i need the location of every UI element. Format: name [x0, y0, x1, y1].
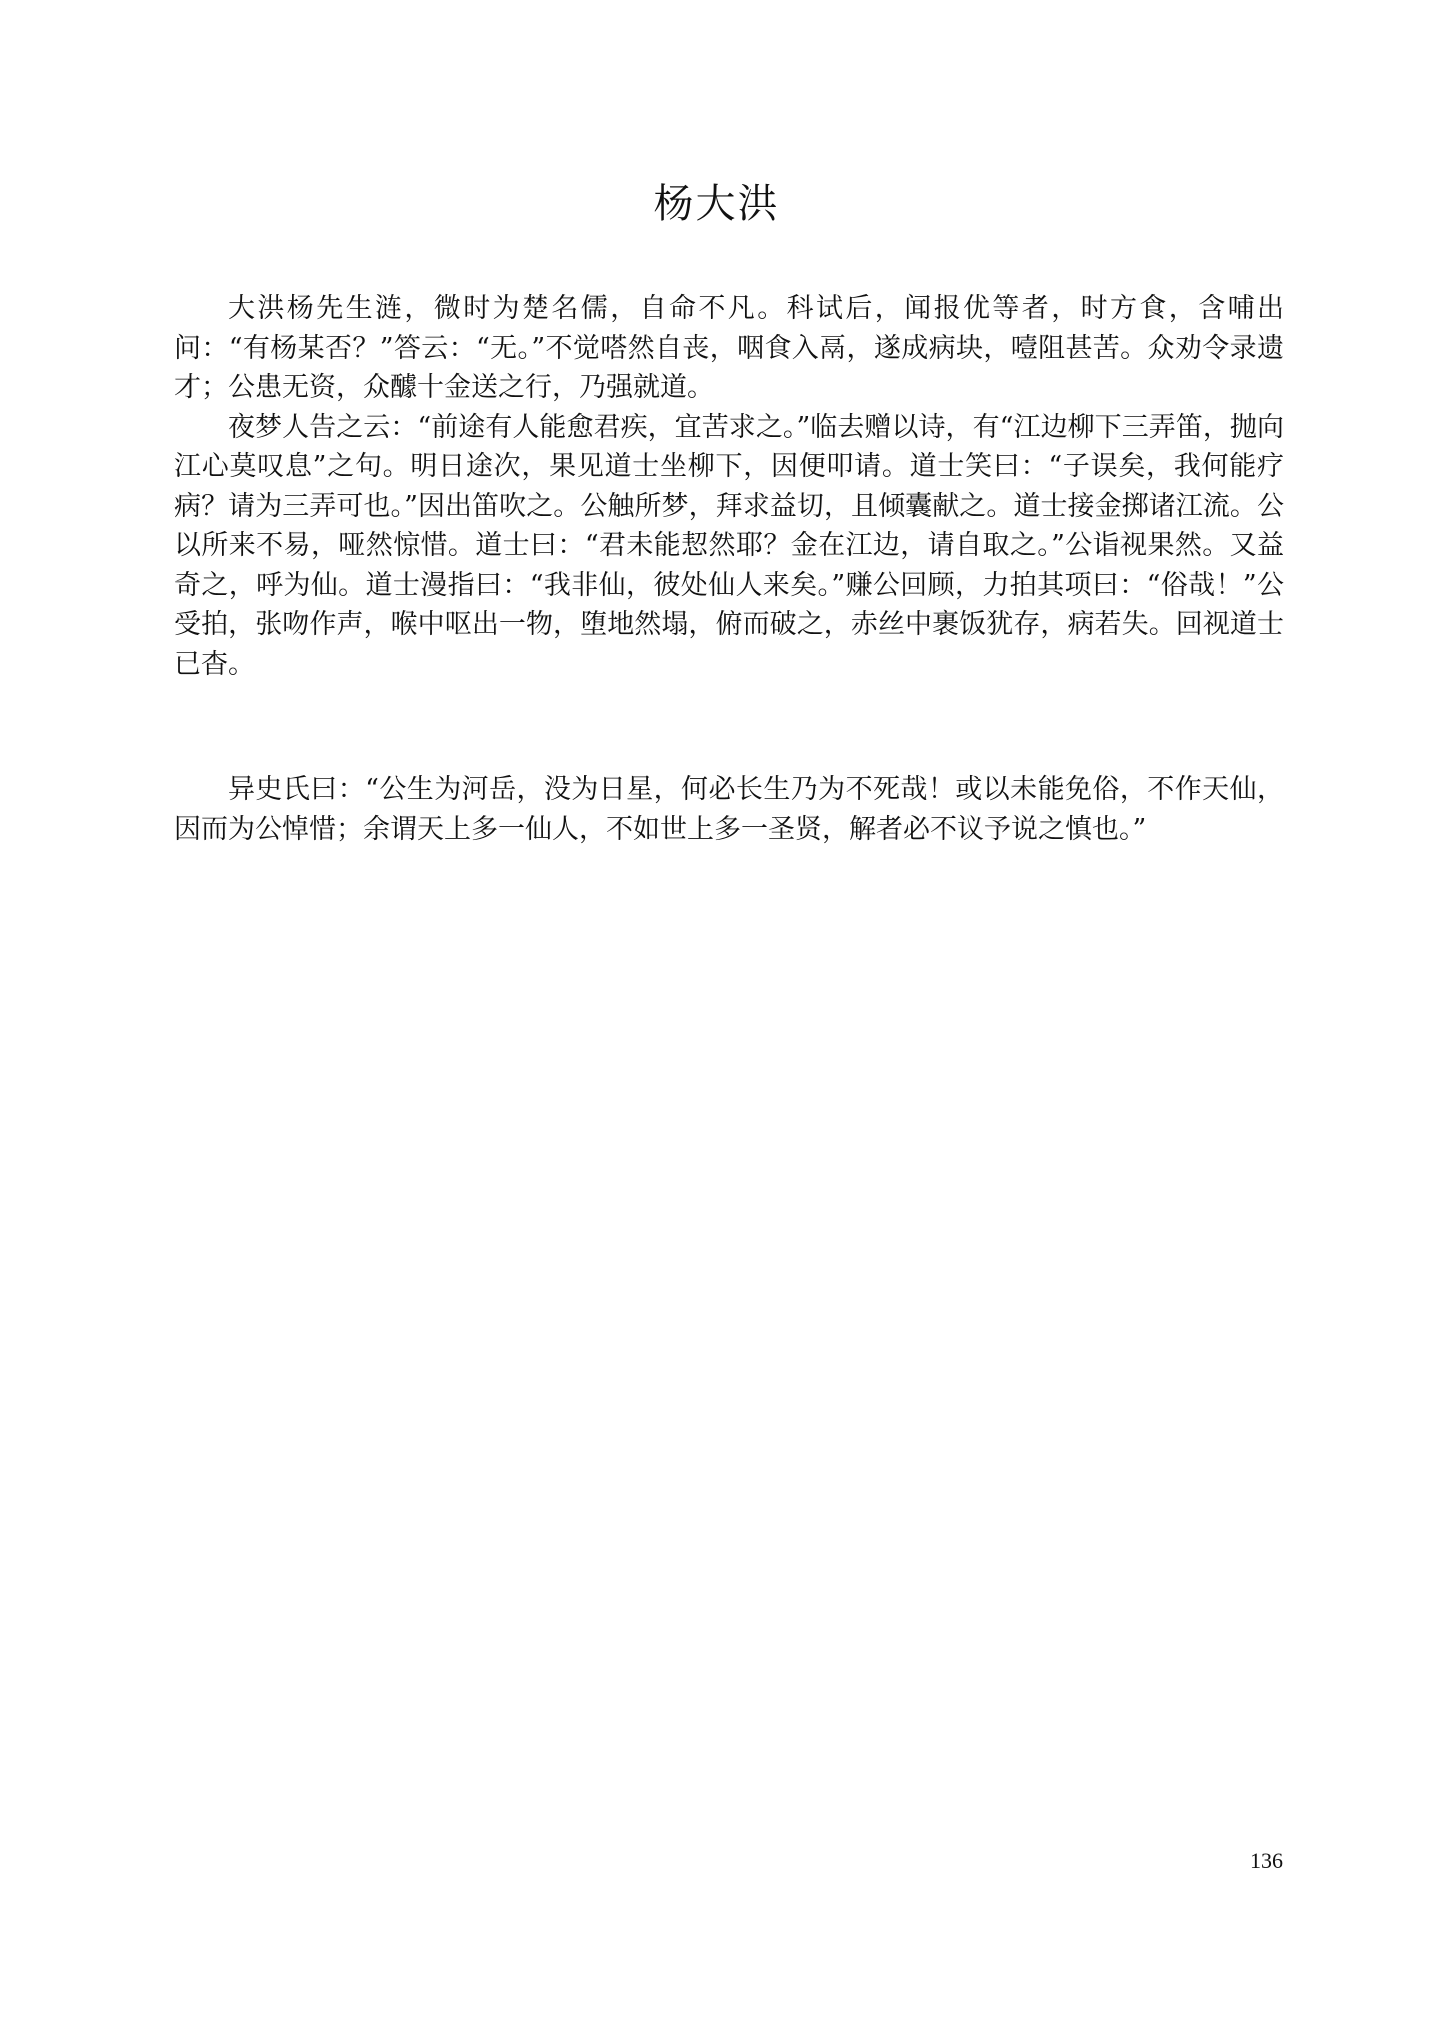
page-number: 136	[1250, 1848, 1283, 1873]
page-title: 杨大洪	[653, 181, 780, 227]
commentary-section	[174, 770, 1284, 849]
story-paragraph-2: 夜梦人告之云：“前途有人能愈君疾，宜苦求之。”临去赠以诗，有“江边柳下三弄笛，抛向江心莫叹息”之句。明日途次，果见道士坐柳下，因便叩请。道士笑曰：“子误矣，我何能疗病？请为三弄可也。”因出笛吹之。公触所梦，拜求益切，且倾囊献之。道士接金掷诸江流。公以所来不易，哑然惊惜。道士曰：“君未能恝然耶？金在江边，请自取之。”公诣视果然。又益奇之，呼为仙。道士漫指曰：“我非仙，彼处仙人来矣。”赚公回顾，力拍其项曰：“俗哉！”公受拍，张吻作声，喉中呕出一物，堕地然塌，俯而破之，赤丝中裹饭犹存，病若失。回视道士已杳。	[174, 411, 1284, 680]
story-paragraph-1: 大洪杨先生涟，微时为楚名儒，自命不凡。科试后，闻报优等者，时方食，含哺出问：“有杨某否？”答云：“无。”不觉嗒然自丧，咽食入鬲，遂成病块，噎阻甚苦。众劝令录遗才；公患无资，众醵十金送之行，乃强就道。	[174, 293, 1284, 403]
commentary-paragraph: 异史氏曰：“公生为河岳，没为日星，何必长生乃为不死哉！或以未能免俗，不作天仙，因而为公悼惜；余谓天上多一仙人，不如世上多一圣贤，解者必不议予说之慎也。”	[174, 774, 1284, 845]
story-body	[174, 289, 1284, 684]
